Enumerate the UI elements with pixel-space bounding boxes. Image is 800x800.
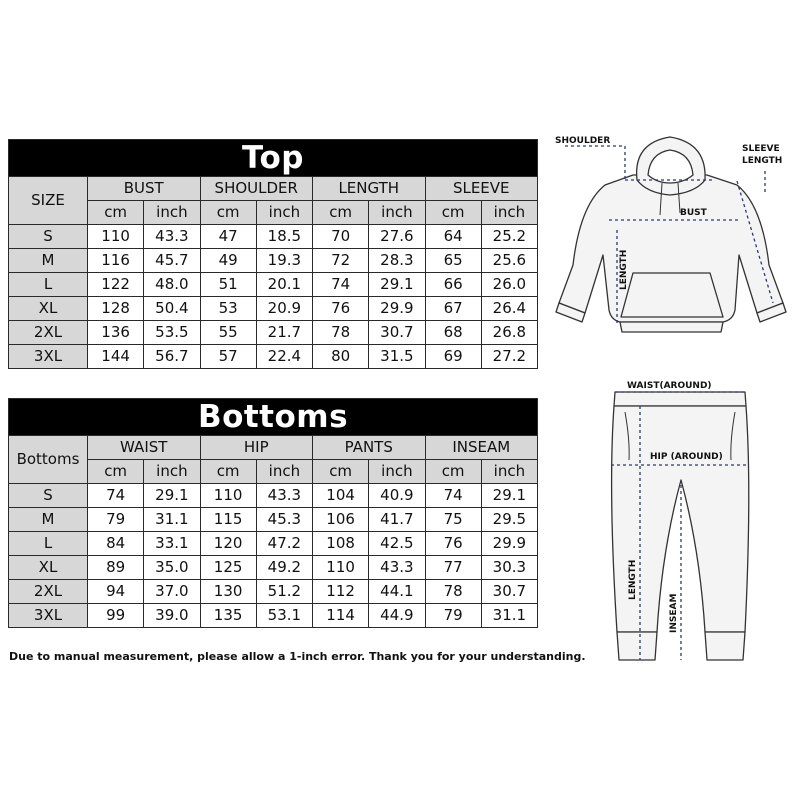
measurement-cell: 37.0 [144, 580, 200, 604]
measurement-cell: 74 [425, 484, 481, 508]
unit-inch: inch [144, 460, 200, 484]
hip-label: HIP (AROUND) [650, 452, 723, 462]
top-group-bust: BUST [88, 177, 201, 201]
size-row [9, 484, 538, 508]
unit-cm: cm [313, 201, 369, 225]
sleeve-length-label-line2: LENGTH [742, 156, 783, 166]
measurement-cell: 104 [313, 484, 369, 508]
measurement-cell: 144 [88, 345, 144, 369]
measurement-cell: 45.3 [256, 508, 312, 532]
size-name-cell: S [9, 225, 88, 249]
measurement-cell: 84 [88, 532, 144, 556]
measurement-cell: 31.1 [144, 508, 200, 532]
measurement-cell: 49 [200, 249, 256, 273]
bottoms-size-table [8, 398, 538, 628]
size-row [9, 321, 538, 345]
size-row [9, 556, 538, 580]
measurement-cell: 27.6 [369, 225, 425, 249]
measurement-cell: 74 [88, 484, 144, 508]
measurement-cell: 29.5 [481, 508, 537, 532]
bottoms-group-hip: HIP [200, 436, 313, 460]
shoulder-label: SHOULDER [555, 136, 611, 146]
top-table-body [9, 225, 538, 369]
measurement-cell: 29.1 [144, 484, 200, 508]
measurement-cell: 25.2 [481, 225, 537, 249]
unit-cm: cm [200, 201, 256, 225]
measurement-cell: 49.2 [256, 556, 312, 580]
unit-inch: inch [481, 460, 537, 484]
measurement-cell: 108 [313, 532, 369, 556]
measurement-cell: 68 [425, 321, 481, 345]
measurement-cell: 135 [200, 604, 256, 628]
size-row [9, 580, 538, 604]
measurement-cell: 45.7 [144, 249, 200, 273]
measurement-cell: 30.7 [369, 321, 425, 345]
measurement-cell: 43.3 [256, 484, 312, 508]
pants-outline [612, 392, 749, 660]
measurement-cell: 78 [425, 580, 481, 604]
measurement-cell: 72 [313, 249, 369, 273]
measurement-cell: 79 [88, 508, 144, 532]
measurement-cell: 43.3 [144, 225, 200, 249]
measurement-cell: 110 [88, 225, 144, 249]
measurement-cell: 70 [313, 225, 369, 249]
measurement-cell: 44.1 [369, 580, 425, 604]
pants-length-label: LENGTH [628, 559, 638, 600]
measurement-cell: 21.7 [256, 321, 312, 345]
size-name-cell: M [9, 508, 88, 532]
measurement-cell: 122 [88, 273, 144, 297]
measurement-cell: 29.9 [369, 297, 425, 321]
measurement-cell: 26.0 [481, 273, 537, 297]
measurement-cell: 47.2 [256, 532, 312, 556]
unit-inch: inch [369, 460, 425, 484]
size-name-cell: 2XL [9, 580, 88, 604]
measurement-cell: 89 [88, 556, 144, 580]
measurement-cell: 78 [313, 321, 369, 345]
measurement-cell: 27.2 [481, 345, 537, 369]
top-size-header: SIZE [9, 177, 88, 225]
measurement-cell: 43.3 [369, 556, 425, 580]
measurement-cell: 136 [88, 321, 144, 345]
measurement-cell: 99 [88, 604, 144, 628]
measurement-cell: 125 [200, 556, 256, 580]
bust-label: BUST [680, 208, 707, 218]
measurement-cell: 76 [313, 297, 369, 321]
bottoms-size-header: Bottoms [9, 436, 88, 484]
bottoms-group-pants: PANTS [313, 436, 426, 460]
measurement-cell: 19.3 [256, 249, 312, 273]
top-table-title: Top [9, 140, 538, 177]
size-row [9, 249, 538, 273]
measurement-cell: 110 [313, 556, 369, 580]
bottoms-group-inseam: INSEAM [425, 436, 538, 460]
measurement-cell: 116 [88, 249, 144, 273]
measurement-cell: 47 [200, 225, 256, 249]
measurement-cell: 64 [425, 225, 481, 249]
measurement-cell: 31.5 [369, 345, 425, 369]
measurement-cell: 44.9 [369, 604, 425, 628]
measurement-cell: 28.3 [369, 249, 425, 273]
size-name-cell: M [9, 249, 88, 273]
measurement-cell: 128 [88, 297, 144, 321]
unit-cm: cm [88, 201, 144, 225]
measurement-cell: 56.7 [144, 345, 200, 369]
measurement-cell: 29.1 [369, 273, 425, 297]
top-size-table [8, 139, 538, 369]
inseam-label: INSEAM [669, 593, 679, 633]
unit-cm: cm [425, 201, 481, 225]
size-name-cell: XL [9, 297, 88, 321]
measurement-cell: 29.9 [481, 532, 537, 556]
size-name-cell: L [9, 532, 88, 556]
measurement-cell: 69 [425, 345, 481, 369]
unit-cm: cm [425, 460, 481, 484]
measurement-cell: 18.5 [256, 225, 312, 249]
unit-inch: inch [256, 460, 312, 484]
size-row [9, 297, 538, 321]
size-row [9, 273, 538, 297]
measurement-cell: 57 [200, 345, 256, 369]
bottoms-table-body [9, 484, 538, 628]
measurement-cell: 112 [313, 580, 369, 604]
size-name-cell: S [9, 484, 88, 508]
unit-inch: inch [144, 201, 200, 225]
unit-cm: cm [200, 460, 256, 484]
measurement-cell: 25.6 [481, 249, 537, 273]
pants-illustration [545, 370, 795, 690]
size-name-cell: 3XL [9, 604, 88, 628]
measurement-cell: 22.4 [256, 345, 312, 369]
unit-cm: cm [88, 460, 144, 484]
measurement-cell: 51.2 [256, 580, 312, 604]
measurement-cell: 40.9 [369, 484, 425, 508]
measurement-note: Due to manual measurement, please allow a 1-inch error. Thank you for your understanding. [9, 650, 586, 663]
hoodie-drawing [545, 125, 795, 375]
length-label: LENGTH [619, 249, 629, 290]
top-group-length: LENGTH [313, 177, 426, 201]
sleeve-length-label-line1: SLEEVE [742, 144, 780, 154]
unit-cm: cm [313, 460, 369, 484]
measurement-cell: 53.5 [144, 321, 200, 345]
measurement-cell: 53.1 [256, 604, 312, 628]
hoodie-outline [556, 137, 786, 332]
measurement-cell: 114 [313, 604, 369, 628]
size-row [9, 345, 538, 369]
measurement-cell: 53 [200, 297, 256, 321]
measurement-cell: 42.5 [369, 532, 425, 556]
measurement-cell: 65 [425, 249, 481, 273]
measurement-cell: 31.1 [481, 604, 537, 628]
measurement-cell: 50.4 [144, 297, 200, 321]
measurement-cell: 20.9 [256, 297, 312, 321]
top-group-shoulder: SHOULDER [200, 177, 313, 201]
size-name-cell: L [9, 273, 88, 297]
measurement-cell: 55 [200, 321, 256, 345]
measurement-cell: 67 [425, 297, 481, 321]
measurement-cell: 110 [200, 484, 256, 508]
size-name-cell: 2XL [9, 321, 88, 345]
bottoms-table-title: Bottoms [9, 399, 538, 436]
pants-drawing [545, 370, 795, 690]
measurement-cell: 80 [313, 345, 369, 369]
measurement-cell: 130 [200, 580, 256, 604]
measurement-cell: 120 [200, 532, 256, 556]
unit-inch: inch [369, 201, 425, 225]
measurement-cell: 26.4 [481, 297, 537, 321]
measurement-cell: 48.0 [144, 273, 200, 297]
measurement-cell: 20.1 [256, 273, 312, 297]
measurement-cell: 74 [313, 273, 369, 297]
measurement-cell: 29.1 [481, 484, 537, 508]
measurement-cell: 30.7 [481, 580, 537, 604]
bottoms-units-row [9, 460, 538, 484]
measurement-cell: 106 [313, 508, 369, 532]
unit-inch: inch [256, 201, 312, 225]
size-row [9, 225, 538, 249]
waist-label: WAIST(AROUND) [627, 381, 712, 391]
measurement-cell: 35.0 [144, 556, 200, 580]
top-units-row [9, 201, 538, 225]
size-name-cell: XL [9, 556, 88, 580]
measurement-cell: 76 [425, 532, 481, 556]
measurement-cell: 79 [425, 604, 481, 628]
unit-inch: inch [481, 201, 537, 225]
measurement-cell: 33.1 [144, 532, 200, 556]
measurement-cell: 39.0 [144, 604, 200, 628]
top-group-sleeve: SLEEVE [425, 177, 538, 201]
bottoms-group-waist: WAIST [88, 436, 201, 460]
measurement-cell: 30.3 [481, 556, 537, 580]
measurement-cell: 75 [425, 508, 481, 532]
measurement-cell: 26.8 [481, 321, 537, 345]
size-row [9, 508, 538, 532]
size-name-cell: 3XL [9, 345, 88, 369]
measurement-cell: 66 [425, 273, 481, 297]
measurement-cell: 115 [200, 508, 256, 532]
measurement-cell: 51 [200, 273, 256, 297]
hoodie-illustration [545, 125, 795, 375]
size-row [9, 604, 538, 628]
measurement-cell: 41.7 [369, 508, 425, 532]
measurement-cell: 77 [425, 556, 481, 580]
measurement-cell: 94 [88, 580, 144, 604]
size-row [9, 532, 538, 556]
